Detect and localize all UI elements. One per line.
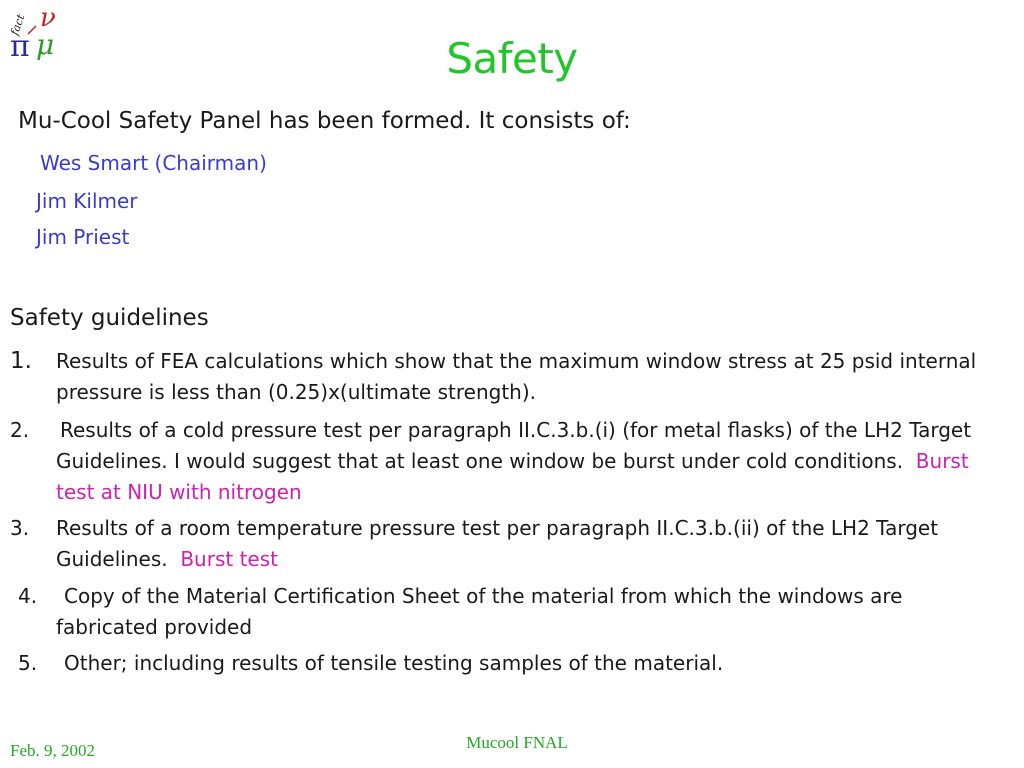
panel-member: Jim Priest (36, 225, 130, 249)
footer-date: Feb. 9, 2002 (10, 741, 95, 760)
guideline-item-1 (10, 346, 1000, 408)
guideline-item-4 (18, 581, 1008, 643)
panel-member-chairman: Wes Smart (Chairman) (40, 151, 267, 175)
panel-member: Jim Kilmer (36, 189, 138, 213)
guideline-number: 1. (10, 348, 32, 374)
guideline-number: 5. (18, 651, 38, 675)
footer-venue: Mucool FNAL (466, 733, 568, 752)
guideline-number: 2. (10, 418, 30, 442)
guideline-text: Results of FEA calculations which show that the maximum window stress at 25 psid internal pressure is less than (0.25)x(ultimate strength). (56, 349, 977, 404)
svg-text:ν: ν (40, 4, 56, 33)
guideline-item-3 (10, 513, 1010, 575)
svg-text:π: π (10, 29, 30, 60)
guideline-number: 3. (10, 516, 30, 540)
guideline-text: Results of a cold pressure test per paragraph II.C.3.b.(i) (for metal flasks) of the LH2 Target Guidelines. I would suggest that at least one window be burst under cold conditions. (56, 418, 972, 473)
guideline-number: 4. (18, 584, 38, 608)
svg-text:fact: fact (7, 12, 28, 37)
guideline-text: Other; including results of tensile testing samples of the material. (64, 651, 724, 675)
svg-text:μ: μ (36, 28, 55, 60)
guideline-text: Copy of the Material Certification Sheet of the material from which the windows are fabricated provided (56, 584, 903, 639)
slide-title: Safety (446, 34, 578, 83)
guidelines-heading: Safety guidelines (10, 305, 209, 331)
panel-intro: Mu-Cool Safety Panel has been formed. It consists of: (18, 108, 631, 134)
guideline-text: Results of a room temperature pressure test per paragraph II.C.3.b.(ii) of the LH2 Target Guidelines. (56, 516, 939, 571)
guideline-item-5 (18, 648, 1008, 679)
guideline-note: Burst test (180, 547, 278, 571)
guideline-item-2 (10, 415, 1000, 508)
guideline-note: Burst test at NIU with nitrogen (56, 449, 969, 504)
